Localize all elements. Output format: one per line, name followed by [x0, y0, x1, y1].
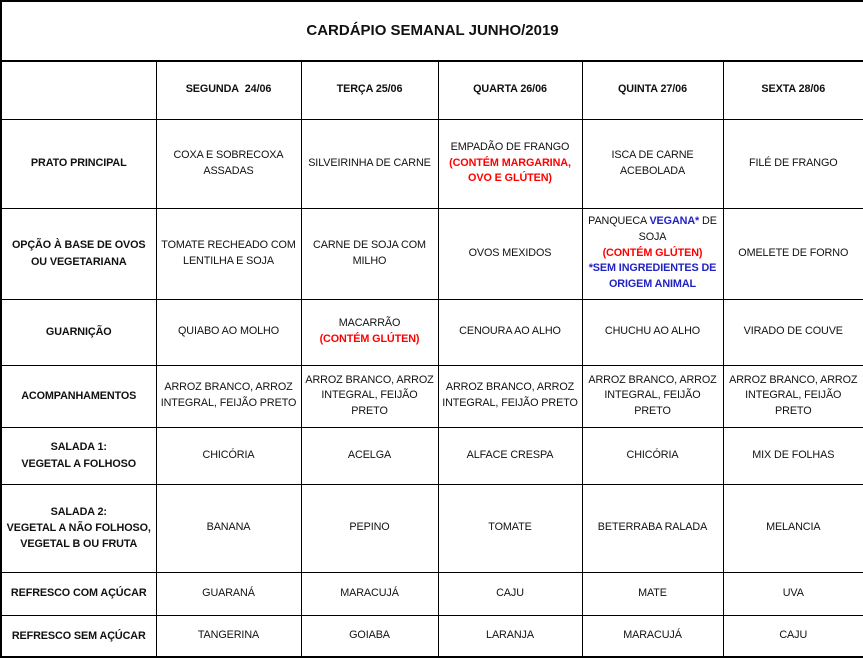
menu-cell	[582, 119, 723, 208]
menu-row	[1, 119, 863, 208]
menu-body	[1, 119, 863, 657]
row-label	[1, 208, 156, 299]
menu-cell	[301, 299, 438, 365]
menu-item-text: GOIABA	[349, 628, 390, 641]
day-header: SEGUNDA 24/06	[156, 61, 301, 119]
row-label	[1, 615, 156, 657]
menu-cell	[582, 572, 723, 615]
menu-cell	[301, 365, 438, 427]
menu-cell	[156, 299, 301, 365]
row-label	[1, 365, 156, 427]
menu-cell	[723, 615, 863, 657]
menu-cell	[582, 615, 723, 657]
menu-row	[1, 484, 863, 572]
menu-item-text: CAJU	[779, 628, 808, 641]
row-label-text: OU VEGETARIANA	[30, 255, 127, 268]
menu-cell	[156, 484, 301, 572]
menu-item-text: ARROZ BRANCO, ARROZ INTEGRAL, FEIJÃO PRETO	[729, 373, 858, 417]
menu-item-text: LARANJA	[486, 628, 534, 641]
menu-cell	[156, 365, 301, 427]
menu-item-text: CHICÓRIA	[202, 448, 255, 461]
menu-item-text: ISCA DE CARNE ACEBOLADA	[611, 148, 694, 177]
menu-cell	[301, 484, 438, 572]
menu-item-text: TOMATE RECHEADO COM LENTILHA E SOJA	[161, 238, 296, 267]
menu-cell	[301, 572, 438, 615]
row-label-text: GUARNIÇÃO	[45, 325, 112, 338]
row-label	[1, 572, 156, 615]
row-label-text: OPÇÃO À BASE DE OVOS	[11, 239, 146, 252]
menu-item-text: PANQUECA	[588, 215, 650, 228]
menu-item-text: COXA E SOBRECOXA ASSADAS	[173, 148, 284, 177]
menu-item-text: MACARRÃO	[338, 317, 401, 330]
menu-cell	[723, 484, 863, 572]
day-header: QUINTA 27/06	[582, 61, 723, 119]
menu-cell	[301, 427, 438, 484]
menu-cell	[438, 572, 582, 615]
row-label-text: VEGETAL B OU FRUTA	[20, 538, 138, 551]
menu-cell	[438, 365, 582, 427]
menu-item-text: GUARANÁ	[202, 586, 255, 599]
menu-item-text: CHUCHU AO ALHO	[604, 325, 701, 338]
menu-item-text: MATE	[638, 586, 667, 599]
menu-cell	[156, 119, 301, 208]
vegan-note-text: VEGANA*	[649, 215, 700, 228]
day-header-row	[1, 61, 863, 119]
allergen-warning-text: (CONTÉM MARGARINA, OVO E GLÚTEN)	[449, 156, 571, 185]
menu-item-text: ARROZ BRANCO, ARROZ INTEGRAL, FEIJÃO PRETO	[588, 373, 717, 417]
day-header: TERÇA 25/06	[301, 61, 438, 119]
menu-cell	[582, 427, 723, 484]
menu-item-text: ARROZ BRANCO, ARROZ INTEGRAL, FEIJÃO PRETO	[160, 381, 297, 409]
menu-cell	[156, 208, 301, 299]
row-label-text: VEGETAL A NÃO FOLHOSO,	[6, 521, 151, 534]
page-title: CARDÁPIO SEMANAL JUNHO/2019	[1, 1, 863, 61]
row-label	[1, 119, 156, 208]
menu-item-text: PEPINO	[349, 521, 390, 534]
menu-cell	[723, 427, 863, 484]
menu-item-text: FILÉ DE FRANGO	[748, 156, 838, 169]
menu-row	[1, 365, 863, 427]
menu-item-text: TOMATE	[488, 521, 532, 534]
menu-item-text: CENOURA AO ALHO	[459, 325, 561, 338]
menu-item-text: CARNE DE SOJA COM MILHO	[313, 238, 426, 267]
menu-cell	[582, 299, 723, 365]
allergen-warning-text: (CONTÉM GLÚTEN)	[319, 333, 420, 345]
menu-cell	[582, 484, 723, 572]
menu-cell	[438, 427, 582, 484]
menu-cell	[301, 615, 438, 657]
menu-item-text: MARACUJÁ	[340, 586, 399, 599]
menu-item-text: VIRADO DE COUVE	[743, 325, 843, 338]
menu-item-text: MARACUJÁ	[623, 628, 682, 641]
menu-cell	[582, 208, 723, 299]
menu-row	[1, 572, 863, 615]
menu-item-text: EMPADÃO DE FRANGO	[450, 141, 570, 154]
menu-item-text: MIX DE FOLHAS	[752, 448, 835, 461]
row-label-text: REFRESCO SEM AÇÚCAR	[11, 629, 146, 642]
row-label-text: REFRESCO COM AÇÚCAR	[10, 587, 147, 600]
menu-cell	[582, 365, 723, 427]
menu-cell	[723, 119, 863, 208]
menu-cell	[301, 208, 438, 299]
menu-cell	[723, 572, 863, 615]
menu-cell	[156, 572, 301, 615]
menu-cell	[438, 299, 582, 365]
menu-row	[1, 615, 863, 657]
row-label-text: PRATO PRINCIPAL	[30, 157, 127, 170]
row-label-text: VEGETAL A FOLHOSO	[21, 457, 137, 470]
menu-item-text: UVA	[782, 586, 804, 599]
menu-item-text: ALFACE CRESPA	[466, 448, 554, 461]
menu-item-text: OVOS MEXIDOS	[468, 246, 552, 259]
menu-cell	[301, 119, 438, 208]
vegan-note-text: *SEM INGREDIENTES DE ORIGEM ANIMAL	[588, 262, 717, 290]
title-row	[1, 1, 863, 61]
menu-cell	[156, 615, 301, 657]
menu-item-text: ACELGA	[347, 448, 392, 461]
row-label	[1, 484, 156, 572]
menu-item-text: SILVEIRINHA DE CARNE	[308, 156, 431, 169]
menu-cell	[438, 615, 582, 657]
row-label	[1, 427, 156, 484]
menu-cell	[723, 208, 863, 299]
day-header: QUARTA 26/06	[438, 61, 582, 119]
menu-row	[1, 427, 863, 484]
menu-cell	[723, 299, 863, 365]
menu-item-text: DE SOJA	[638, 215, 717, 244]
menu-item-text: QUIABO AO MOLHO	[177, 325, 280, 338]
menu-cell	[438, 484, 582, 572]
corner-cell	[1, 61, 156, 119]
menu-item-text: OMELETE DE FORNO	[738, 246, 849, 259]
menu-item-text: ARROZ BRANCO, ARROZ INTEGRAL, FEIJÃO PRETO	[305, 373, 434, 417]
menu-row	[1, 299, 863, 365]
menu-cell	[723, 365, 863, 427]
menu-item-text: BANANA	[206, 521, 251, 534]
allergen-warning-text: (CONTÉM GLÚTEN)	[602, 246, 703, 259]
menu-item-text: ARROZ BRANCO, ARROZ INTEGRAL, FEIJÃO PRETO	[442, 381, 578, 409]
menu-cell	[438, 208, 582, 299]
day-header: SEXTA 28/06	[723, 61, 863, 119]
row-label-text: SALADA 1:	[50, 441, 107, 454]
row-label	[1, 299, 156, 365]
menu-cell	[438, 119, 582, 208]
menu-item-text: TANGERINA	[197, 628, 260, 641]
menu-item-text: CHICÓRIA	[626, 448, 679, 461]
menu-item-text: BETERRABA RALADA	[597, 521, 708, 534]
menu-row	[1, 208, 863, 299]
menu-item-text: CAJU	[496, 586, 524, 599]
row-label-text: SALADA 2:	[50, 505, 107, 518]
menu-cell	[156, 427, 301, 484]
menu-item-text: MELANCIA	[766, 521, 821, 534]
row-label-text: ACOMPANHAMENTOS	[21, 389, 137, 402]
